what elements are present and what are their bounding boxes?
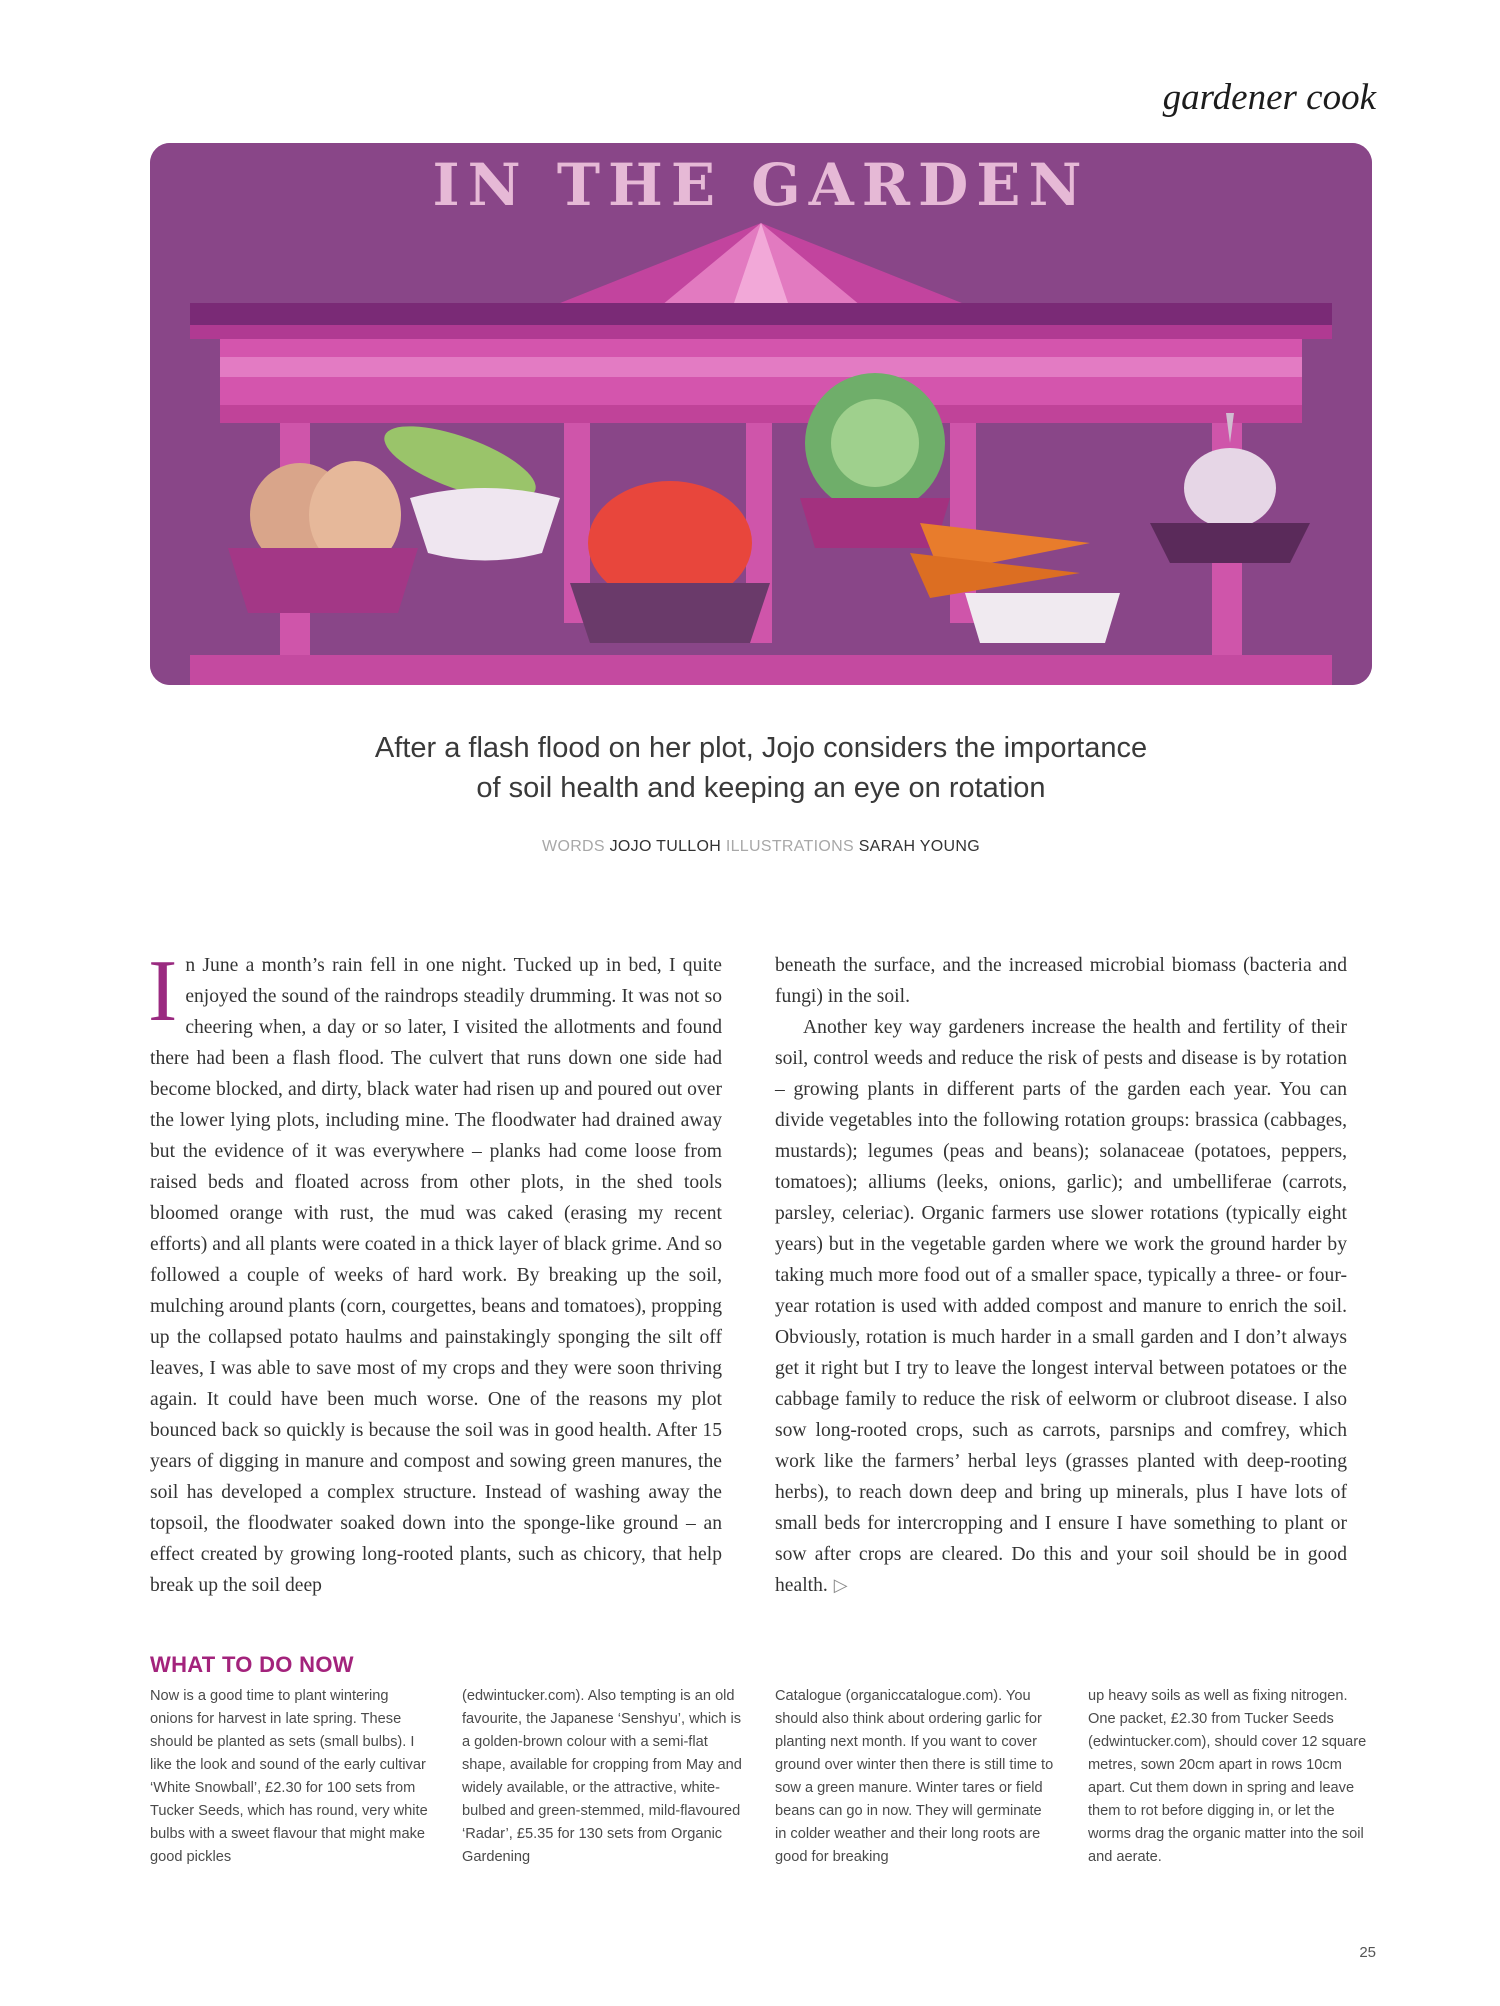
- page-number: 25: [1359, 1944, 1376, 1961]
- illustrations-label: ILLUSTRATIONS: [725, 838, 854, 855]
- article-paragraph: Another key way gardeners increase the health and fertility of their soil, control weeds and reduce the risk of pests and disease is by rotation – growing plants in different parts of the garden each year. You can divide vegetables into the following rotation groups: brassica (cabbages, mustards); legumes (peas and beans); solanaceae (potatoes, peppers, tomatoes); alliums (leeks, onions, garlic); and umbelliferae (carrots, parsley, celeriac). Organic farmers use slower rotations (typically eight years) but in the vegetable garden where we work the ground harder by taking much more food out of a smaller space, typically a three- or four-year rotation is used with added compost and manure to enrich the soil. Obviously, rotation is much harder in a small garden and I don’t always get it right but I try to leave the longest interval between potatoes or the cabbage family to reduce the risk of eelworm or clubroot disease. I also sow long-rooted crops, such as carrots, parsnips and comfrey, which work like the farmers’ herbal leys (grasses planted with deep-rooting herbs), to reach down deep and bring up minerals, plus I have lots of small beds for intercropping and I ensure I have something to plant or sow after crops are cleared. Do this and your soil should be in good health.: [775, 1017, 1347, 1596]
- tips-column-3: Catalogue (organiccatalogue.com). You should also think about ordering garlic for planting next month. If you want to cover ground over winter then there is still time to sow a green manure. Winter tares or field beans can go in now. They will germinate in colder weather and their long roots are good for breaking: [775, 1688, 1054, 1865]
- article-column-1: [148, 943, 722, 1601]
- header-illustration: [150, 143, 1372, 685]
- article-paragraph: beneath the surface, and the increased microbial biomass (bacteria and fungi) in the soil.: [775, 955, 1347, 1007]
- illustration-title: IN THE GARDEN: [432, 151, 1090, 219]
- end-of-article-icon: ▷: [833, 1575, 848, 1596]
- illustrator-name: SARAH YOUNG: [858, 838, 980, 855]
- standfirst: [150, 728, 1372, 808]
- drop-cap: I: [148, 943, 178, 1040]
- article-text: n June a month’s rain fell in one night. Tucked up in bed, I quite enjoyed the sound of the raindrops steadily drumming. It was not so cheering when, a day or so later, I visited the allotments and found there had been a flash flood. The culvert that runs down one side had become blocked, and dirty, black water had risen up and poured out over the lower lying plots, including mine. The floodwater had drained away but the evidence of it was everywhere – planks had come loose from raised beds and floated across from other plots, in the shed tools bloomed orange with rust, the mud was caked (erasing my recent efforts) and all plants were coated in a thick layer of black grime. And so followed a couple of weeks of hard work. By breaking up the soil, mulching around plants (corn, courgettes, beans and tomatoes), propping up the collapsed potato haulms and painstakingly sponging the silt off leaves, I was able to save most of my crops and they were soon thriving again. It could have been much worse. One of the reasons my plot bounced back so quickly is because the soil was in good health. After 15 years of digging in manure and compost and sowing green manures, the soil has developed a complex structure. Instead of washing away the topsoil, the floodwater soaked down into the sponge-like ground – an effect created by growing long-rooted plants, such as chicory, that help break up the soil deep: [150, 955, 722, 1596]
- standfirst-line: of soil health and keeping an eye on rotation: [476, 772, 1046, 804]
- article-column-2: [775, 950, 1347, 1601]
- section-label: gardener cook: [1162, 77, 1376, 118]
- standfirst-line: After a flash flood on her plot, Jojo considers the importance: [374, 732, 1148, 764]
- words-label: WORDS: [542, 838, 605, 855]
- tips-column-2: (edwintucker.com). Also tempting is an old favourite, the Japanese ‘Senshyu’, which is a golden-brown colour with a semi-flat shape, available for cropping from May and widely available, or the attractive, white-bulbed and green-stemmed, mild-flavoured ‘Radar’, £5.35 for 130 sets from Organic Gardening: [462, 1688, 742, 1865]
- byline: [150, 838, 1372, 856]
- tips-column-1: Now is a good time to plant wintering onions for harvest in late spring. These should be planted as sets (small bulbs). I like the look and sound of the early cultivar ‘White Snowball’, £2.30 for 100 sets from Tucker Seeds, which has round, very white bulbs with a sweet flavour that might make good pickles: [150, 1688, 428, 1865]
- author-name: JOJO TULLOH: [609, 838, 722, 855]
- tips-column-4: up heavy soils as well as fixing nitrogen. One packet, £2.30 from Tucker Seeds (edwintucker.com), should cover 12 square metres, sown 20cm apart in rows 10cm apart. Cut them down in spring and leave them to rot before digging in, or let the worms drag the organic matter into the soil and aerate.: [1088, 1688, 1367, 1865]
- what-to-do-now-heading: WHAT TO DO NOW: [150, 1652, 354, 1677]
